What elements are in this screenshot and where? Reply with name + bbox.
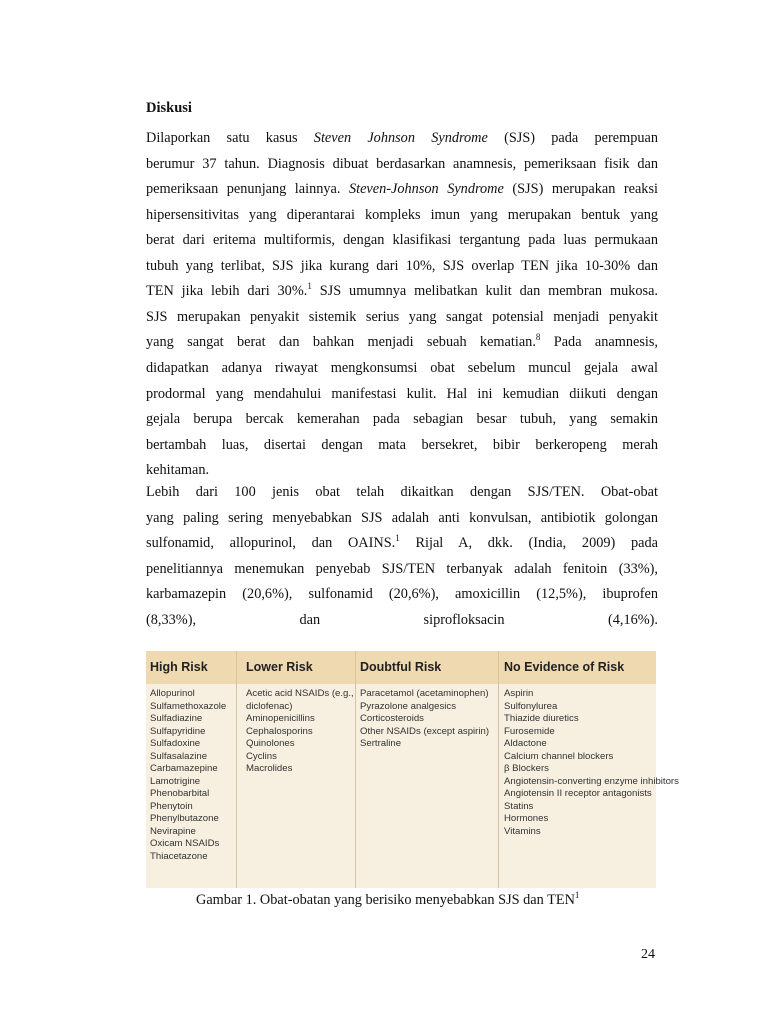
text-line bbox=[146, 206, 658, 224]
drug-item: Cephalosporins bbox=[246, 725, 313, 737]
drug-item: Pyrazolone analgesics bbox=[360, 700, 456, 712]
drug-item: Quinolones bbox=[246, 738, 295, 749]
drug-item: Sulfasalazine bbox=[150, 750, 208, 762]
caption-reference: 1 bbox=[574, 890, 580, 900]
text-run: tubuh yang terlibat, SJS jika kurang dari 10%, SJS overlap TEN jika 10-30% dan bbox=[146, 257, 658, 274]
drug-item: Other NSAIDs (except aspirin) bbox=[360, 725, 490, 737]
drug-item: Oxicam NSAIDs bbox=[150, 838, 220, 849]
text-line bbox=[146, 231, 658, 249]
drug-item: Carbamazepine bbox=[150, 763, 218, 774]
drug-item: Macrolides bbox=[246, 763, 293, 774]
text-line bbox=[146, 436, 658, 454]
text-run: berumur 37 tahun. Diagnosis dibuat berdasarkan anamnesis, pemeriksaan fisik dan bbox=[146, 155, 658, 172]
text-run: berat dari eritema multiformis, dengan klasifikasi tergantung pada luas permukaan bbox=[146, 232, 658, 249]
text-run: Lebih dari 100 jenis obat telah dikaitkan dengan SJS/TEN. Obat-obat bbox=[146, 484, 658, 500]
text-run: Rijal A, dkk. (India, 2009) pada bbox=[399, 535, 658, 552]
text-run: hipersensitivitas yang diperantarai kompleks imun yang merupakan bentuk yang bbox=[146, 206, 658, 223]
drug-item: diclofenac) bbox=[246, 700, 293, 712]
column-divider bbox=[236, 651, 237, 888]
text-line bbox=[146, 509, 658, 527]
drug-item: Sertraline bbox=[360, 738, 402, 749]
drug-item: Sulfonylurea bbox=[504, 700, 558, 712]
text-run: yang paling sering menyebabkan SJS adalah anti konvulsan, antibiotik golongan bbox=[146, 509, 658, 526]
drug-item: Phenylbutazone bbox=[150, 813, 219, 824]
italic-term: Steven-Johnson Syndrome bbox=[348, 181, 504, 198]
page-number: 24 bbox=[641, 947, 655, 962]
text-line bbox=[146, 359, 658, 377]
drug-item: Acetic acid NSAIDs (e.g., bbox=[246, 688, 354, 699]
italic-term: Steven Johnson Syndrome bbox=[313, 130, 488, 146]
text-run: (8,33%), dan siprofloksacin (4,16%). bbox=[146, 611, 658, 628]
no-evidence-list bbox=[504, 688, 679, 838]
reference-superscript: 1 bbox=[395, 533, 400, 544]
text-line bbox=[146, 410, 658, 428]
text-run: sulfonamid, allopurinol, dan OAINS. bbox=[146, 535, 396, 552]
drug-item: Calcium channel blockers bbox=[504, 750, 614, 762]
text-line bbox=[146, 333, 658, 351]
column-header-doubtful-risk: Doubtful Risk bbox=[360, 660, 442, 674]
text-run: TEN jika lebih dari 30%. bbox=[146, 283, 308, 300]
text-line bbox=[146, 483, 658, 501]
doubtful-risk-list bbox=[360, 688, 489, 751]
drug-item: Phenytoin bbox=[150, 800, 193, 812]
text-run: SJS merupakan penyakit sistemik serius yang sangat potensial menjadi penyakit bbox=[146, 308, 658, 325]
drug-item: Sulfadiazine bbox=[150, 713, 203, 724]
drug-item: Nevirapine bbox=[150, 825, 196, 837]
drug-item: Sulfapyridine bbox=[150, 725, 206, 737]
text-line bbox=[146, 308, 658, 326]
column-header-lower-risk: Lower Risk bbox=[246, 660, 313, 674]
text-line bbox=[146, 534, 658, 552]
drug-item: Cyclins bbox=[246, 750, 277, 762]
column-header-no-evidence: No Evidence of Risk bbox=[504, 660, 625, 674]
drug-item: Sulfamethoxazole bbox=[150, 700, 227, 712]
lower-risk-list bbox=[246, 688, 354, 776]
text-run: (SJS) pada perempuan bbox=[487, 130, 659, 146]
drug-item: Aspirin bbox=[504, 688, 534, 699]
drug-item: Corticosteroids bbox=[360, 713, 424, 724]
drug-item: Vitamins bbox=[504, 825, 541, 837]
drug-item: β Blockers bbox=[504, 763, 549, 774]
section-heading: Diskusi bbox=[146, 100, 192, 116]
text-run: SJS umumnya melibatkan kulit dan membran mukosa. bbox=[311, 283, 658, 300]
text-run: Dilaporkan satu kasus bbox=[146, 130, 314, 146]
reference-superscript: 8 bbox=[535, 332, 541, 343]
text-line bbox=[146, 461, 658, 479]
drug-item: Paracetamol (acetaminophen) bbox=[360, 688, 489, 699]
caption-text: Gambar 1. Obat-obatan yang berisiko menyebabkan SJS dan TEN bbox=[196, 892, 575, 908]
text-run: prodormal yang mendahului manifestasi kulit. Hal ini kemudian diikuti dengan bbox=[146, 385, 658, 402]
drug-item: Statins bbox=[504, 800, 534, 812]
text-run: penelitiannya menemukan penyebab SJS/TEN terbanyak adalah fenitoin (33%), bbox=[146, 560, 658, 577]
drug-item: Sulfadoxine bbox=[150, 738, 201, 749]
drug-item: Thiacetazone bbox=[150, 850, 208, 862]
drug-item: Phenobarbital bbox=[150, 788, 210, 799]
drug-item: Aldactone bbox=[504, 738, 547, 749]
text-run: gejala berupa bercak kemerahan pada sebagian besar tubuh, yang semakin bbox=[146, 411, 658, 428]
drug-item: Furosemide bbox=[504, 725, 555, 737]
text-line bbox=[146, 257, 658, 275]
text-line bbox=[146, 129, 658, 147]
text-line bbox=[146, 385, 658, 403]
drug-risk-table-figure bbox=[146, 651, 679, 888]
column-header-high-risk: High Risk bbox=[150, 660, 208, 674]
drug-item: Allopurinol bbox=[150, 688, 195, 699]
text-line bbox=[146, 585, 658, 603]
column-divider bbox=[498, 651, 499, 888]
text-run: bertambah luas, disertai dengan mata bersekret, bibir berkeropeng merah bbox=[146, 436, 658, 453]
text-line bbox=[146, 611, 658, 629]
drug-item: Angiotensin-converting enzyme inhibitors bbox=[504, 775, 679, 787]
high-risk-list bbox=[150, 688, 226, 863]
text-run: kehitaman. bbox=[146, 462, 210, 479]
reference-superscript: 1 bbox=[307, 281, 312, 292]
drug-item: Angiotensin II receptor antagonists bbox=[504, 788, 652, 799]
text-line bbox=[146, 180, 658, 198]
text-line bbox=[146, 282, 658, 300]
drug-item: Thiazide diuretics bbox=[504, 713, 579, 724]
drug-item: Aminopenicillins bbox=[246, 713, 315, 724]
drug-item: Lamotrigine bbox=[150, 775, 201, 787]
text-run: yang sangat berat dan bahkan menjadi sebuah kematian. bbox=[146, 334, 536, 351]
text-run: (SJS) merupakan reaksi bbox=[503, 181, 658, 198]
figure-caption bbox=[196, 892, 579, 909]
text-run: Pada anamnesis, bbox=[540, 334, 658, 351]
drug-item: Hormones bbox=[504, 813, 549, 824]
text-line bbox=[146, 560, 658, 578]
text-run: karbamazepin (20,6%), sulfonamid (20,6%), amoxicillin (12,5%), ibuprofen bbox=[146, 586, 658, 603]
text-line bbox=[146, 155, 658, 173]
column-divider bbox=[355, 651, 356, 888]
text-run: didapatkan adanya riwayat mengkonsumsi obat sebelum muncul gejala awal bbox=[146, 359, 658, 376]
text-run: pemeriksaan penunjang lainnya. bbox=[146, 181, 349, 198]
